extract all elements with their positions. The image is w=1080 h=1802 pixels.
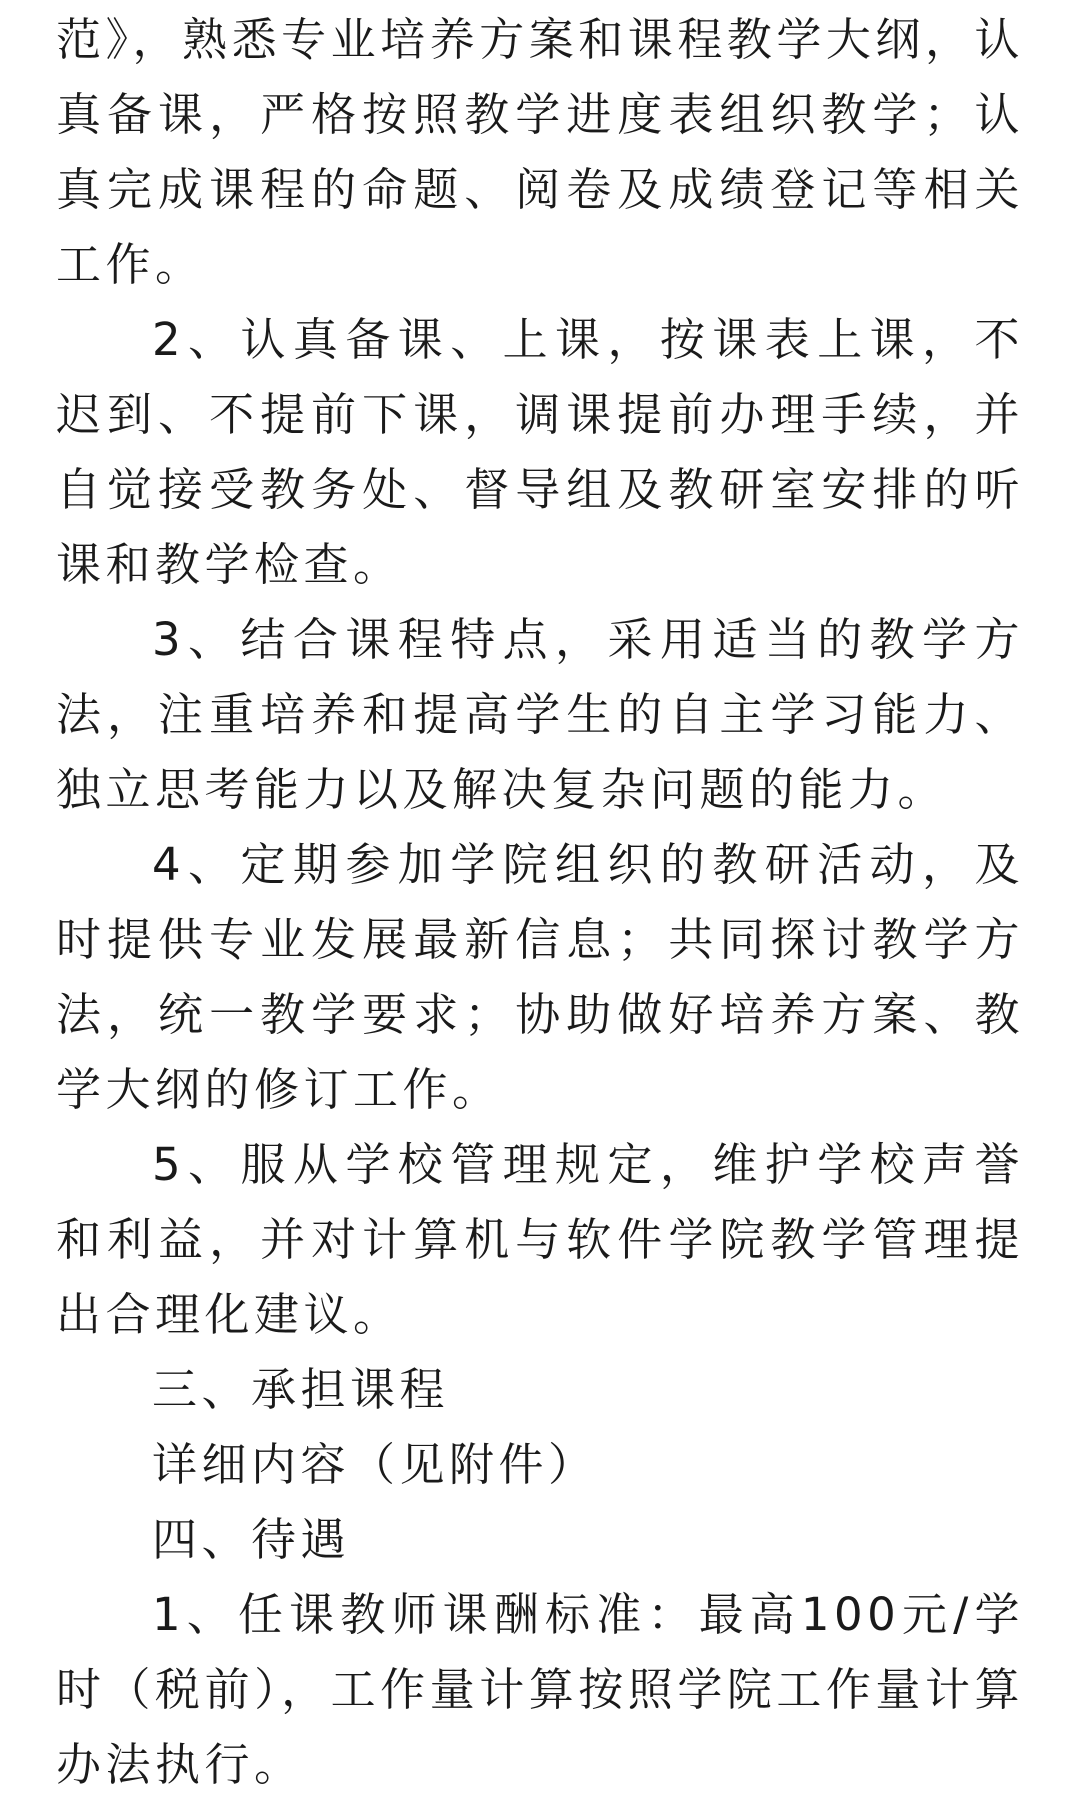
paragraph-duty-5: 5、服从学校管理规定，维护学校声誉和利益，并对计算机与软件学院教学管理提出合理化建议。: [56, 1138, 1024, 1341]
paragraph-courses-detail: 详细内容（见附件）: [152, 1438, 598, 1491]
document-body: [56, 2, 1024, 1802]
paragraph-duty-3: 3、结合课程特点，采用适当的教学方法，注重培养和提高学生的自主学习能力、独立思考能力以及解决复杂问题的能力。: [56, 613, 1024, 816]
paragraph-duty-4: 4、定期参加学院组织的教研活动，及时提供专业发展最新信息；共同探讨教学方法，统一教学要求；协助做好培养方案、教学大纲的修订工作。: [56, 838, 1024, 1116]
paragraph-responsibilities-continued: 范》，熟悉专业培养方案和课程教学大纲，认真备课，严格按照教学进度表组织教学；认真完成课程的命题、阅卷及成绩登记等相关工作。: [56, 13, 1024, 291]
section-heading-courses: 三、承担课程: [152, 1363, 450, 1416]
paragraph-compensation-1: 1、任课教师课酬标准：最高100元/学时（税前），工作量计算按照学院工作量计算办法执行。: [56, 1588, 1024, 1791]
section-heading-compensation: 四、待遇: [152, 1513, 351, 1566]
paragraph-duty-2: 2、认真备课、上课，按课表上课，不迟到、不提前下课，调课提前办理手续，并自觉接受教务处、督导组及教研室安排的听课和教学检查。: [56, 313, 1024, 591]
